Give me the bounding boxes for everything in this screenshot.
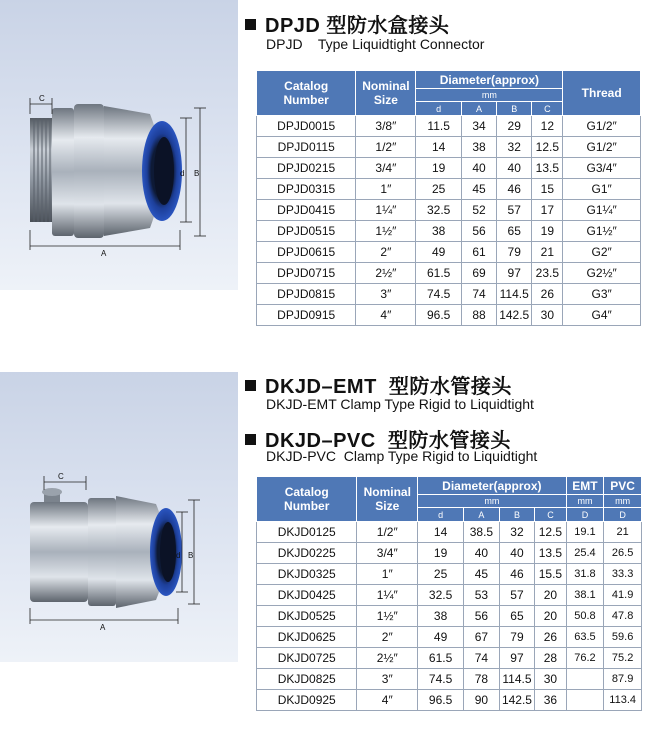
catalog-number-cell: DPJD0615 bbox=[257, 242, 356, 263]
table-cell: G1″ bbox=[563, 179, 641, 200]
bullet-square-icon bbox=[245, 380, 256, 391]
table-cell: 69 bbox=[461, 263, 496, 284]
table-cell: 38.5 bbox=[464, 522, 500, 543]
table-cell: 15 bbox=[532, 179, 563, 200]
table-cell: 38 bbox=[416, 221, 462, 242]
header-nominal-size: Nominal Size bbox=[356, 71, 416, 116]
table-cell: 1/2″ bbox=[357, 522, 418, 543]
table-cell: 90 bbox=[464, 690, 500, 711]
table-cell: G1½″ bbox=[563, 221, 641, 242]
table-cell: 34 bbox=[461, 116, 496, 137]
catalog-number-cell: DKJD0825 bbox=[257, 669, 357, 690]
table-cell: 49 bbox=[416, 242, 462, 263]
header-col-emt-d: D bbox=[566, 508, 604, 522]
table-cell: 30 bbox=[535, 669, 566, 690]
table-cell: 11.5 bbox=[416, 116, 462, 137]
table-row bbox=[257, 284, 641, 305]
table-row bbox=[257, 627, 642, 648]
table-row bbox=[257, 242, 641, 263]
header-col-b: B bbox=[499, 508, 535, 522]
table-cell: 19.1 bbox=[566, 522, 604, 543]
header-emt: EMT bbox=[566, 477, 604, 495]
table-cell: 32.5 bbox=[416, 200, 462, 221]
table-cell: 32 bbox=[499, 522, 535, 543]
table-cell: 19 bbox=[418, 543, 464, 564]
table-cell: 61.5 bbox=[418, 648, 464, 669]
table-row bbox=[257, 522, 642, 543]
table-cell: 74 bbox=[464, 648, 500, 669]
dim-label-c: C bbox=[58, 472, 64, 481]
header-pvc-mm: mm bbox=[604, 495, 642, 508]
table-cell: 19 bbox=[532, 221, 563, 242]
table-cell: 49 bbox=[418, 627, 464, 648]
dpjd-title bbox=[245, 9, 449, 38]
dkjd-emt-title-code: DKJD–EMT bbox=[265, 376, 377, 398]
catalog-number-cell: DPJD0815 bbox=[257, 284, 356, 305]
table-cell: G4″ bbox=[563, 305, 641, 326]
table-cell: G1/2″ bbox=[563, 137, 641, 158]
table-row bbox=[257, 669, 642, 690]
catalog-number-cell: DKJD0225 bbox=[257, 543, 357, 564]
table-cell: 3/4″ bbox=[357, 543, 418, 564]
table-cell: 45 bbox=[464, 564, 500, 585]
dpjd-title-code: DPJD bbox=[265, 15, 321, 37]
table-cell: 96.5 bbox=[418, 690, 464, 711]
table-cell: 13.5 bbox=[535, 543, 566, 564]
catalog-number-cell: DKJD0925 bbox=[257, 690, 357, 711]
table-cell: 76.2 bbox=[566, 648, 604, 669]
catalog-number-cell: DKJD0125 bbox=[257, 522, 357, 543]
table-cell: 1½″ bbox=[356, 221, 416, 242]
table-cell: 57 bbox=[499, 585, 535, 606]
table-row bbox=[257, 263, 641, 284]
table-cell: G2½″ bbox=[563, 263, 641, 284]
catalog-number-cell: DKJD0625 bbox=[257, 627, 357, 648]
table-row bbox=[257, 221, 641, 242]
table-cell: 2½″ bbox=[357, 648, 418, 669]
table-cell: 17 bbox=[532, 200, 563, 221]
table-cell: 56 bbox=[461, 221, 496, 242]
table-cell: 33.3 bbox=[604, 564, 642, 585]
catalog-number-cell: DKJD0325 bbox=[257, 564, 357, 585]
connector-photo-dpjd bbox=[0, 0, 238, 290]
header-col-c: C bbox=[532, 102, 563, 116]
dkjd-pvc-subtitle: DKJD-PVC Clamp Type Rigid to Liquidtight bbox=[266, 448, 538, 464]
table-cell: 1½″ bbox=[357, 606, 418, 627]
catalog-number-cell: DPJD0015 bbox=[257, 116, 356, 137]
header-pvc: PVC bbox=[604, 477, 642, 495]
table-cell: 30 bbox=[532, 305, 563, 326]
table-cell: 46 bbox=[499, 564, 535, 585]
dim-label-c: C bbox=[39, 94, 45, 103]
table-cell: 67 bbox=[464, 627, 500, 648]
table-cell: 56 bbox=[464, 606, 500, 627]
table-row bbox=[257, 137, 641, 158]
dkjd-emt-title bbox=[245, 370, 512, 399]
table-row bbox=[257, 648, 642, 669]
table-cell: 2″ bbox=[356, 242, 416, 263]
dkjd-pvc-title-code: DKJD–PVC bbox=[265, 430, 376, 452]
table-row bbox=[257, 116, 641, 137]
table-cell: 40 bbox=[497, 158, 532, 179]
table-cell: 61.5 bbox=[416, 263, 462, 284]
header-mm: mm bbox=[416, 89, 563, 102]
table-cell: 23.5 bbox=[532, 263, 563, 284]
dim-label-a: A bbox=[100, 623, 106, 632]
dim-label-d: d bbox=[180, 169, 185, 178]
table-cell: 79 bbox=[497, 242, 532, 263]
table-cell: 78 bbox=[464, 669, 500, 690]
dpjd-spec-table bbox=[256, 70, 641, 326]
table-cell bbox=[566, 690, 604, 711]
table-cell: 13.5 bbox=[532, 158, 563, 179]
table-cell: 2½″ bbox=[356, 263, 416, 284]
dpjd-subtitle: DPJD Type Liquidtight Connector bbox=[266, 36, 485, 52]
table-cell: 74 bbox=[461, 284, 496, 305]
table-cell: G3/4″ bbox=[563, 158, 641, 179]
header-emt-mm: mm bbox=[566, 495, 604, 508]
table-cell: G3″ bbox=[563, 284, 641, 305]
bullet-square-icon bbox=[245, 19, 256, 30]
table-cell: 63.5 bbox=[566, 627, 604, 648]
table-cell bbox=[566, 669, 604, 690]
dpjd-title-cn: 型防水盒接头 bbox=[326, 15, 450, 37]
table-cell: 41.9 bbox=[604, 585, 642, 606]
table-cell: 142.5 bbox=[499, 690, 535, 711]
table-cell: 26.5 bbox=[604, 543, 642, 564]
table-cell: 96.5 bbox=[416, 305, 462, 326]
table-cell: 61 bbox=[461, 242, 496, 263]
table-cell: 3/8″ bbox=[356, 116, 416, 137]
table-cell: 79 bbox=[499, 627, 535, 648]
catalog-number-cell: DPJD0515 bbox=[257, 221, 356, 242]
header-thread: Thread bbox=[563, 71, 641, 116]
header-col-c: C bbox=[535, 508, 566, 522]
header-col-d: d bbox=[418, 508, 464, 522]
table-cell: 14 bbox=[418, 522, 464, 543]
table-cell: 50.8 bbox=[566, 606, 604, 627]
table-cell: 74.5 bbox=[418, 669, 464, 690]
dpjd-connector-drawing bbox=[0, 0, 238, 290]
table-cell: 57 bbox=[497, 200, 532, 221]
table-cell: 40 bbox=[461, 158, 496, 179]
header-diameter: Diameter(approx) bbox=[416, 71, 563, 89]
table-cell: 1″ bbox=[356, 179, 416, 200]
dim-label-b: B bbox=[194, 169, 200, 178]
table-cell: 15.5 bbox=[535, 564, 566, 585]
table-row bbox=[257, 158, 641, 179]
table-cell: 40 bbox=[499, 543, 535, 564]
table-cell: 26 bbox=[535, 627, 566, 648]
table-cell: 25.4 bbox=[566, 543, 604, 564]
catalog-number-cell: DPJD0215 bbox=[257, 158, 356, 179]
dim-label-d: d bbox=[176, 551, 181, 560]
table-cell: 65 bbox=[499, 606, 535, 627]
table-row bbox=[257, 200, 641, 221]
table-cell: 28 bbox=[535, 648, 566, 669]
table-cell: 97 bbox=[497, 263, 532, 284]
table-cell: 25 bbox=[416, 179, 462, 200]
dkjd-emt-title-cn: 型防水管接头 bbox=[388, 376, 512, 398]
table-cell: 59.6 bbox=[604, 627, 642, 648]
table-cell: 97 bbox=[499, 648, 535, 669]
table-cell: 4″ bbox=[356, 305, 416, 326]
header-col-pvc-d: D bbox=[604, 508, 642, 522]
catalog-number-cell: DPJD0915 bbox=[257, 305, 356, 326]
table-cell: 88 bbox=[461, 305, 496, 326]
table-cell: 46 bbox=[497, 179, 532, 200]
dim-label-b: B bbox=[188, 551, 194, 560]
table-cell: G1¼″ bbox=[563, 200, 641, 221]
dkjd-pvc-title-cn: 型防水管接头 bbox=[387, 430, 511, 452]
catalog-number-cell: DPJD0315 bbox=[257, 179, 356, 200]
catalog-number-cell: DPJD0415 bbox=[257, 200, 356, 221]
header-catalog-number: Catalog Number bbox=[257, 71, 356, 116]
table-cell: 20 bbox=[535, 585, 566, 606]
table-cell: 114.5 bbox=[497, 284, 532, 305]
table-cell: 31.8 bbox=[566, 564, 604, 585]
table-cell: 47.8 bbox=[604, 606, 642, 627]
header-diameter: Diameter(approx) bbox=[418, 477, 567, 495]
table-row bbox=[257, 606, 642, 627]
table-cell: 113.4 bbox=[604, 690, 642, 711]
table-cell: 26 bbox=[532, 284, 563, 305]
header-catalog-number: Catalog Number bbox=[257, 477, 357, 522]
table-cell: 3/4″ bbox=[356, 158, 416, 179]
table-cell: 29 bbox=[497, 116, 532, 137]
table-cell: 40 bbox=[464, 543, 500, 564]
table-row bbox=[257, 585, 642, 606]
catalog-number-cell: DPJD0715 bbox=[257, 263, 356, 284]
table-cell: 32 bbox=[497, 137, 532, 158]
header-col-a: A bbox=[464, 508, 500, 522]
table-cell: 87.9 bbox=[604, 669, 642, 690]
header-mm: mm bbox=[418, 495, 567, 508]
table-cell: 75.2 bbox=[604, 648, 642, 669]
table-cell: 3″ bbox=[356, 284, 416, 305]
header-col-d: d bbox=[416, 102, 462, 116]
table-cell: 25 bbox=[418, 564, 464, 585]
table-cell: 1/2″ bbox=[356, 137, 416, 158]
table-cell: 12.5 bbox=[535, 522, 566, 543]
table-cell: 12 bbox=[532, 116, 563, 137]
table-row bbox=[257, 690, 642, 711]
dkjd-connector-drawing bbox=[0, 372, 238, 662]
table-cell: 21 bbox=[532, 242, 563, 263]
catalog-number-cell: DKJD0425 bbox=[257, 585, 357, 606]
table-cell: 4″ bbox=[357, 690, 418, 711]
catalog-number-cell: DPJD0115 bbox=[257, 137, 356, 158]
table-cell: G1/2″ bbox=[563, 116, 641, 137]
table-cell: 14 bbox=[416, 137, 462, 158]
catalog-number-cell: DKJD0725 bbox=[257, 648, 357, 669]
dkjd-emt-subtitle: DKJD-EMT Clamp Type Rigid to Liquidtight bbox=[266, 396, 534, 412]
table-row bbox=[257, 564, 642, 585]
header-nominal-size: Nominal Size bbox=[357, 477, 418, 522]
table-cell: 12.5 bbox=[532, 137, 563, 158]
catalog-number-cell: DKJD0525 bbox=[257, 606, 357, 627]
table-cell: 21 bbox=[604, 522, 642, 543]
dkjd-spec-table bbox=[256, 476, 642, 711]
header-col-a: A bbox=[461, 102, 496, 116]
table-cell: 1″ bbox=[357, 564, 418, 585]
table-cell: 36 bbox=[535, 690, 566, 711]
table-cell: 1¼″ bbox=[356, 200, 416, 221]
table-cell: 20 bbox=[535, 606, 566, 627]
table-cell: G2″ bbox=[563, 242, 641, 263]
table-cell: 142.5 bbox=[497, 305, 532, 326]
table-cell: 74.5 bbox=[416, 284, 462, 305]
table-cell: 65 bbox=[497, 221, 532, 242]
table-row bbox=[257, 305, 641, 326]
table-row bbox=[257, 179, 641, 200]
header-col-b: B bbox=[497, 102, 532, 116]
table-cell: 45 bbox=[461, 179, 496, 200]
table-cell: 38 bbox=[461, 137, 496, 158]
dim-label-a: A bbox=[101, 249, 107, 258]
table-cell: 38 bbox=[418, 606, 464, 627]
bullet-square-icon bbox=[245, 434, 256, 445]
table-row bbox=[257, 543, 642, 564]
table-cell: 2″ bbox=[357, 627, 418, 648]
connector-photo-dkjd bbox=[0, 372, 238, 662]
table-cell: 32.5 bbox=[418, 585, 464, 606]
table-cell: 3″ bbox=[357, 669, 418, 690]
table-cell: 1¼″ bbox=[357, 585, 418, 606]
table-cell: 52 bbox=[461, 200, 496, 221]
table-cell: 19 bbox=[416, 158, 462, 179]
table-cell: 53 bbox=[464, 585, 500, 606]
table-cell: 114.5 bbox=[499, 669, 535, 690]
table-cell: 38.1 bbox=[566, 585, 604, 606]
